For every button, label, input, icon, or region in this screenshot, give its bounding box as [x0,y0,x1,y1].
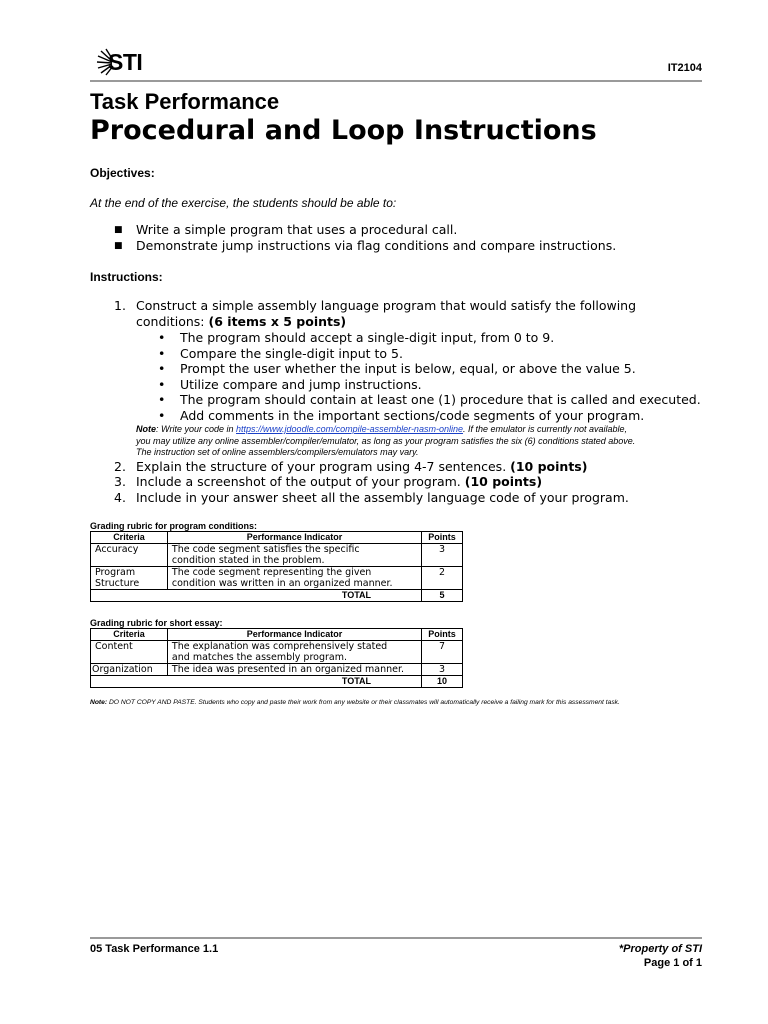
table-header-row: Criteria Performance Indicator Points [91,629,463,641]
condition-item: • Add comments in the important sections/code segments of your program. [158,408,645,423]
footer-document-id: 05 Task Performance 1.1 [90,943,219,955]
table-row: Accuracy The code segment satisfies the specific condition stated in the problem. 3 [91,544,463,567]
dot-bullet-icon: • [158,377,166,392]
copy-paste-note: Note: DO NOT COPY AND PASTE. Students who copy and paste their work from any website or their classmates will automatically receive a failing mark for this assessment task. [90,699,620,706]
table-total-row: TOTAL 5 [91,590,463,602]
course-code: IT2104 [667,62,702,74]
rubric2-caption: Grading rubric for short essay: [90,618,223,628]
table-total-row: TOTAL 10 [91,676,463,688]
emulator-note: Note: Write your code in https://www.jdoodle.com/compile-assembler-nasm-online. If the emulator is currently not available, you may utilize any online assembler/compiler/emulator, as long as your program satisfies the six (6) conditions stated above. The instruction set of online assemblers/compilers/emulators may vary. [136,424,636,457]
objective-item: ■ Demonstrate jump instructions via flag conditions and compare instructions. [114,238,617,253]
table-row: Content The explanation was comprehensively stated and matches the assembly program. 7 [91,641,463,664]
jdoodle-link[interactable]: https://www.jdoodle.com/compile-assembler-nasm-online [236,424,463,434]
dot-bullet-icon: • [158,346,166,361]
table-header-row: Criteria Performance Indicator Points [91,532,463,544]
document-title: Procedural and Loop Instructions [90,115,597,146]
condition-item: • Utilize compare and jump instructions. [158,377,422,392]
objectives-intro: At the end of the exercise, the students should be able to: [90,196,397,210]
instruction-item-2: 2. Explain the structure of your program using 4-7 sentences. (10 points) [114,459,588,474]
condition-item: • Prompt the user whether the input is below, equal, or above the value 5. [158,361,636,376]
condition-item: • The program should accept a single-digit input, from 0 to 9. [158,330,555,345]
rubric2-table [90,628,463,688]
objectives-label: Objectives: [90,166,155,180]
dot-bullet-icon: • [158,392,166,407]
footer-page-number: Page 1 of 1 [643,957,702,969]
rubric1-table [90,531,463,602]
footer-rule [90,937,702,939]
condition-item: • The program should contain at least one (1) procedure that is called and executed. [158,392,701,407]
dot-bullet-icon: • [158,408,166,423]
table-row: Program Structure The code segment representing the given condition was written in an organized manner. 2 [91,567,463,590]
footer-property: *Property of STI [618,943,702,955]
table-row: Organization The idea was presented in an organized manner. 3 [91,664,463,676]
objective-item: ■ Write a simple program that uses a procedural call. [114,222,458,237]
instruction-item-3: 3. Include a screenshot of the output of your program. (10 points) [114,474,543,489]
rubric1-caption: Grading rubric for program conditions: [90,521,258,531]
header-rule [90,80,702,82]
condition-item: • Compare the single-digit input to 5. [158,346,403,361]
square-bullet-icon: ■ [114,241,123,251]
instruction-item-1: 1. Construct a simple assembly language program that would satisfy the following conditions: (6 items x 5 points) [114,298,637,329]
logo-text: STI [108,49,143,75]
dot-bullet-icon: • [158,330,166,345]
square-bullet-icon: ■ [114,225,123,235]
dot-bullet-icon: • [158,361,166,376]
instructions-label: Instructions: [90,270,163,284]
instruction-item-4: 4. Include in your answer sheet all the assembly language code of your program. [114,490,629,505]
document-kicker: Task Performance [90,89,280,114]
